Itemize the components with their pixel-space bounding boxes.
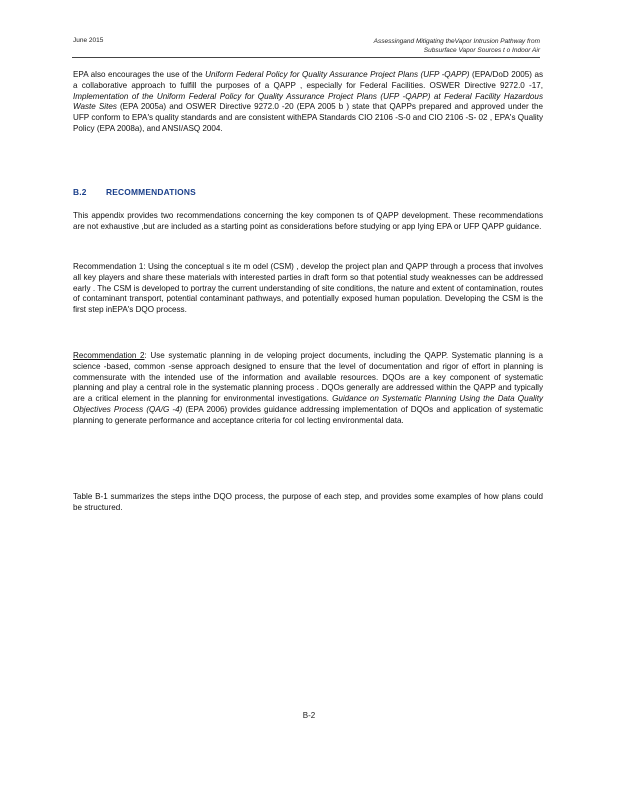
recommendation-2-label: Recommendation 2 <box>73 351 145 360</box>
appendix-paragraph: This appendix provides two recommendations concerning the key componen ts of QAPP development. These recommendations are not exhaustive ,but are included as a starting point as considerations before studying or app lying EPA or UFP QAPP guidance. <box>73 211 543 231</box>
table-summary-paragraph: Table B-1 summarizes the steps inthe DQO process, the purpose of each step, and provides some examples of how plans could be structured. <box>73 492 543 512</box>
section-title: RECOMMENDATIONS <box>106 187 196 197</box>
section-heading <box>73 187 196 197</box>
implementation-title: Implementation of the Uniform Federal Policy for Quality Assurance Project Plans (UFP -QAPP) at Federal Facility Hazardous Waste Sites <box>73 91 543 112</box>
text-run: (EPA 2005a) and OSWER Directive 9272.0 -20 (EPA 2005 b ) state that QAPPs prepared and approved under the UFP conform to EPA's quality standards and are consistent withEPA Standards CIO 2106 -S-0 and CIO 2106 -S- 02 , EPA's Quality Policy (EPA 2008a), and ANSI/ASQ 2004. <box>73 102 543 133</box>
ufp-qapp-title: Uniform Federal Policy for Quality Assurance Project Plans (UFP -QAPP) <box>205 70 470 79</box>
section-number: B.2 <box>73 187 87 197</box>
header-divider <box>72 57 540 58</box>
text-run: (EPA/DoD 2005) as a collaborative approach to fulfill the purposes of a QAPP , especially for Federal Facilities. OSWER Directive 9272.0 -17, <box>73 70 543 90</box>
page-number: B-2 <box>302 711 316 720</box>
text-run: EPA also encourages the use of the <box>73 70 206 79</box>
recommendation-2-paragraph <box>73 351 543 427</box>
header-title-line-2: Subsurface Vapor Sources t o Indoor Air <box>423 47 540 54</box>
recommendation-1-paragraph: Recommendation 1: Using the conceptual s ite m odel (CSM) , develop the project plan and QAPP through a process that involves all key players and share these materials with interested parties in draft form so that potential study weaknesses can be addressed early . The CSM is developed to portray the current understanding of site conditions, the nature and extent of contamination, routes of contaminant transport, potential contaminant pathways, and potentially exposed human population. Developing the CSM is the first step inEPA's DQO process. <box>73 262 543 315</box>
intro-paragraph <box>73 70 543 135</box>
header-title <box>290 37 540 55</box>
text-run: : Use systematic planning in de veloping project documents, including the QAPP. Systematic planning is a science -based, common -sense approach designed to ensure that the level of documentation and rigor of effort in planning is commensurate with the intended use of the information and available resources. DQOs are a key component of systematic planning and play a central role in the systematic planning process . DQOs generally are addressed within the QAPP and typically are a critical element in the planning for environmental investigations. <box>73 351 544 404</box>
dqo-guidance-title: Guidance on Systematic Planning Using the Data Quality Objectives Process (QA/G -4) <box>73 394 543 414</box>
text-run: (EPA 2006) provides guidance addressing implementation of DQOs and application of systematic planning to generate performance and acceptance criteria for col lecting environmental data. <box>73 404 543 425</box>
header-date: June 2015 <box>73 37 104 44</box>
header-title-line-1: Assessingand Mitigating theVapor Intrusion Pathway from <box>373 38 540 45</box>
